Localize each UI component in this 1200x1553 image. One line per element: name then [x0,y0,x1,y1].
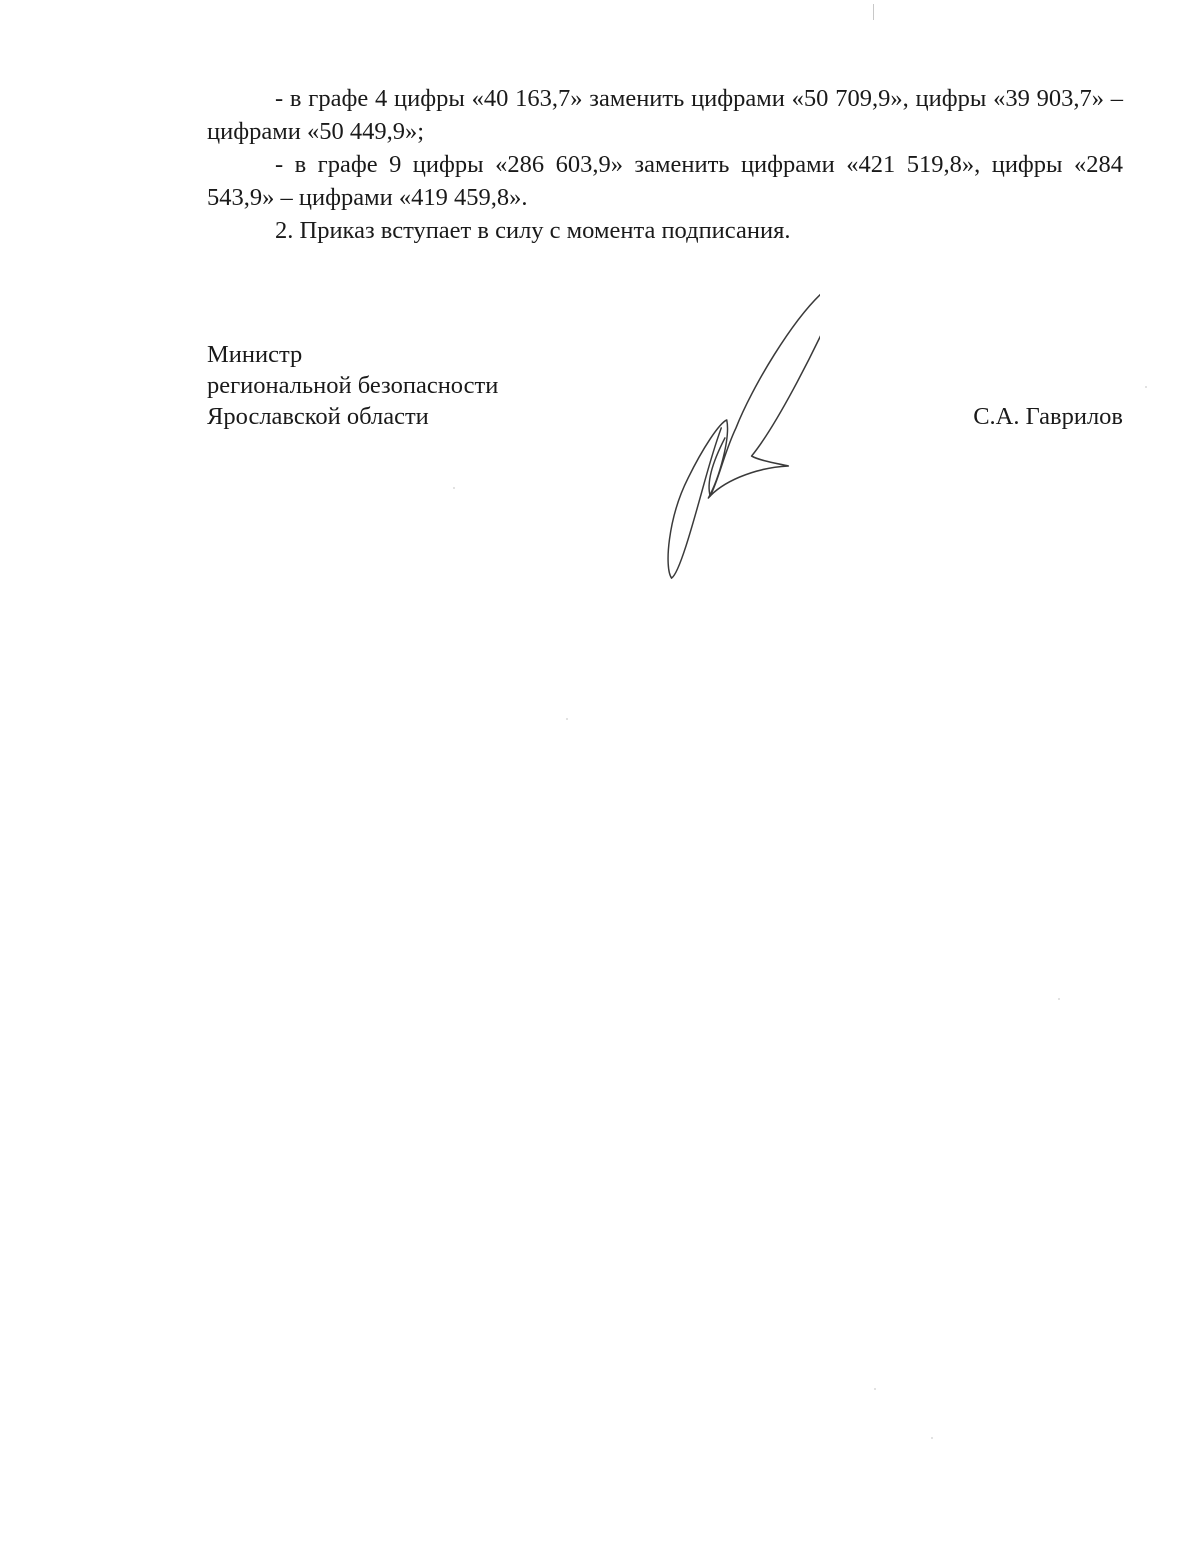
paragraph-effective-date: 2. Приказ вступает в силу с момента подписания. [275,217,791,244]
signatory-title-line-2: региональной безопасности [207,372,499,399]
signatory-title [207,339,498,432]
scan-speck [453,487,455,489]
scan-speck [931,1437,933,1439]
scan-speck [1145,386,1147,388]
scan-speck [566,718,568,720]
signatory-title-line-1: Министр [207,341,303,368]
signatory-title-line-3: Ярославской области [207,403,429,430]
scan-speck [1058,998,1060,1000]
scan-artifact [873,4,874,20]
paragraph-column-4: - в графе 4 цифры «40 163,7» заменить цифрами «50 709,9», цифры «39 903,7» – цифрами «50 449,9»; [207,85,1123,145]
handwritten-signature-icon [660,278,820,588]
paragraph-column-9: - в графе 9 цифры «286 603,9» заменить цифрами «421 519,8», цифры «284 543,9» – цифрами «419 459,8». [207,151,1123,211]
signatory-name: С.А. Гаврилов [973,403,1123,430]
document-body [207,82,1123,247]
scan-speck [874,1388,876,1390]
